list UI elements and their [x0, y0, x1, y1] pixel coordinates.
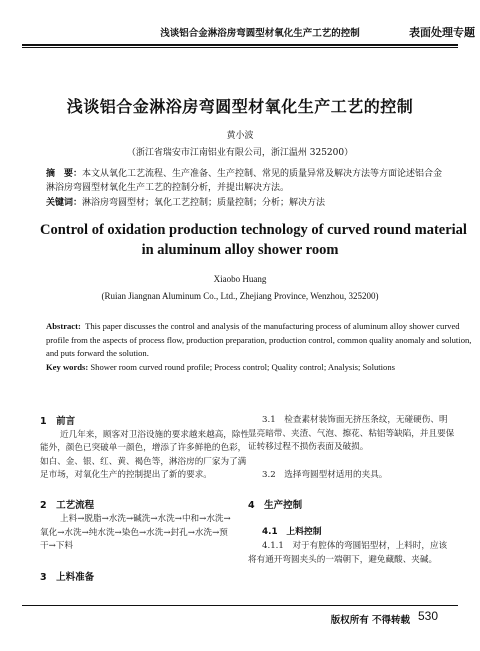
copyright-notice: 版权所有 不得转载 [330, 615, 410, 626]
section-heading: 3 上料准备 [40, 572, 95, 583]
chinese-keywords-line [46, 197, 446, 210]
header-rule-thick [22, 44, 458, 46]
chinese-abstract-text: 本文从氧化工艺流程、生产准备、生产控制、常见的质量异常及解决方法等方面论述铝合金 [82, 169, 443, 179]
english-affiliation: (Ruian Jiangnan Aluminum Co., Ltd., Zhejiang Province, Wenzhou, 325200) [101, 291, 379, 301]
section-label: 表面处理专题 [409, 26, 475, 39]
english-abstract-label: Abstract: [46, 321, 81, 331]
section-heading: 1 前言 [40, 416, 76, 427]
body-text-line: 上料→脱脂→水洗→碱洗→水洗→中和→水洗→ [60, 514, 231, 524]
body-text-line: 如白、金、银、红、黄、褐色等，淋浴房的厂家为了满 [40, 457, 247, 467]
body-text-line: 4.1.1 对于有腔体的弯圆铝型材，上料时，应该 [262, 541, 448, 551]
english-author: Xiaobo Huang [213, 274, 267, 284]
chinese-abstract-label: 摘 要： [46, 169, 83, 179]
chinese-title: 浅谈铝合金淋浴房弯圆型材氧化生产工艺的控制 [66, 97, 414, 116]
chinese-author: 黄小波 [226, 131, 254, 141]
section-heading: 2 工艺流程 [40, 500, 95, 511]
body-text-line: 3.2 选择弯圆型材适用的夹具。 [262, 470, 388, 480]
running-title: 浅谈铝合金淋浴房弯圆型材氧化生产工艺的控制 [160, 28, 360, 39]
english-abstract-line [46, 320, 460, 333]
body-text-line: 近几年来，顾客对卫浴设施的要求越来越高，除性 [60, 430, 250, 440]
body-text-line: 氧化→水洗→纯水洗→染色→水洗→封孔→水洗→预 [40, 528, 228, 538]
body-text-line: 将有通开弯圆夹头的一端朝下，避免藏酸、夹碱。 [248, 555, 438, 565]
section-heading: 4 生产控制 [248, 500, 303, 511]
body-text-line: 证转移过程不损伤表面及破损。 [248, 442, 369, 452]
english-abstract-line: and puts forward the solution. [46, 348, 149, 358]
english-keywords-line [46, 361, 456, 374]
body-text-line: 干→下料 [40, 541, 73, 551]
footer-rule [22, 605, 458, 606]
chinese-affiliation: （浙江省瑞安市江南铝业有限公司，浙江温州 325200） [126, 148, 354, 158]
body-text-line: 显亮暗带、夹渣、气泡、擦花、粘铝等缺陷，并且要保 [248, 429, 455, 439]
chinese-keywords-text: 淋浴房弯圆型材；氧化工艺控制；质量控制；分析；解决方法 [82, 198, 326, 208]
chinese-keywords-label: 关键词： [46, 198, 83, 208]
english-abstract-text: This paper discusses the control and analysis of the manufacturing process of aluminum alloy shower curved [85, 321, 460, 331]
page-number: 530 [418, 609, 439, 623]
subsection-heading: 4.1 上料控制 [262, 527, 322, 537]
english-keywords-text: Shower room curved round profile; Process control; Quality control; Analysis; Solutions [90, 362, 395, 372]
body-text-line: 3.1 检查素材装饰面无挤压条纹，无碰硬伤、明 [262, 415, 448, 425]
header-rule-thin [22, 47, 458, 48]
body-text-line: 能外，颜色已突破单一颜色，增添了许多鲜艳的色彩， [40, 443, 247, 453]
chinese-abstract-line: 淋浴房弯圆型材氧化生产工艺的控制分析，并提出解决方法。 [46, 183, 290, 193]
english-keywords-label: Key words: [46, 362, 89, 372]
english-title-line: in aluminum alloy shower room [141, 242, 339, 258]
english-title-line: Control of oxidation production technology of curved round material [40, 222, 467, 238]
english-abstract-line: profile from the aspects of process flow, production preparation, production control, common quality anomaly and solution, [46, 335, 472, 345]
body-text-line: 足市场，对氧化生产的控制提出了新的要求。 [40, 470, 212, 480]
chinese-abstract-line [46, 168, 446, 181]
